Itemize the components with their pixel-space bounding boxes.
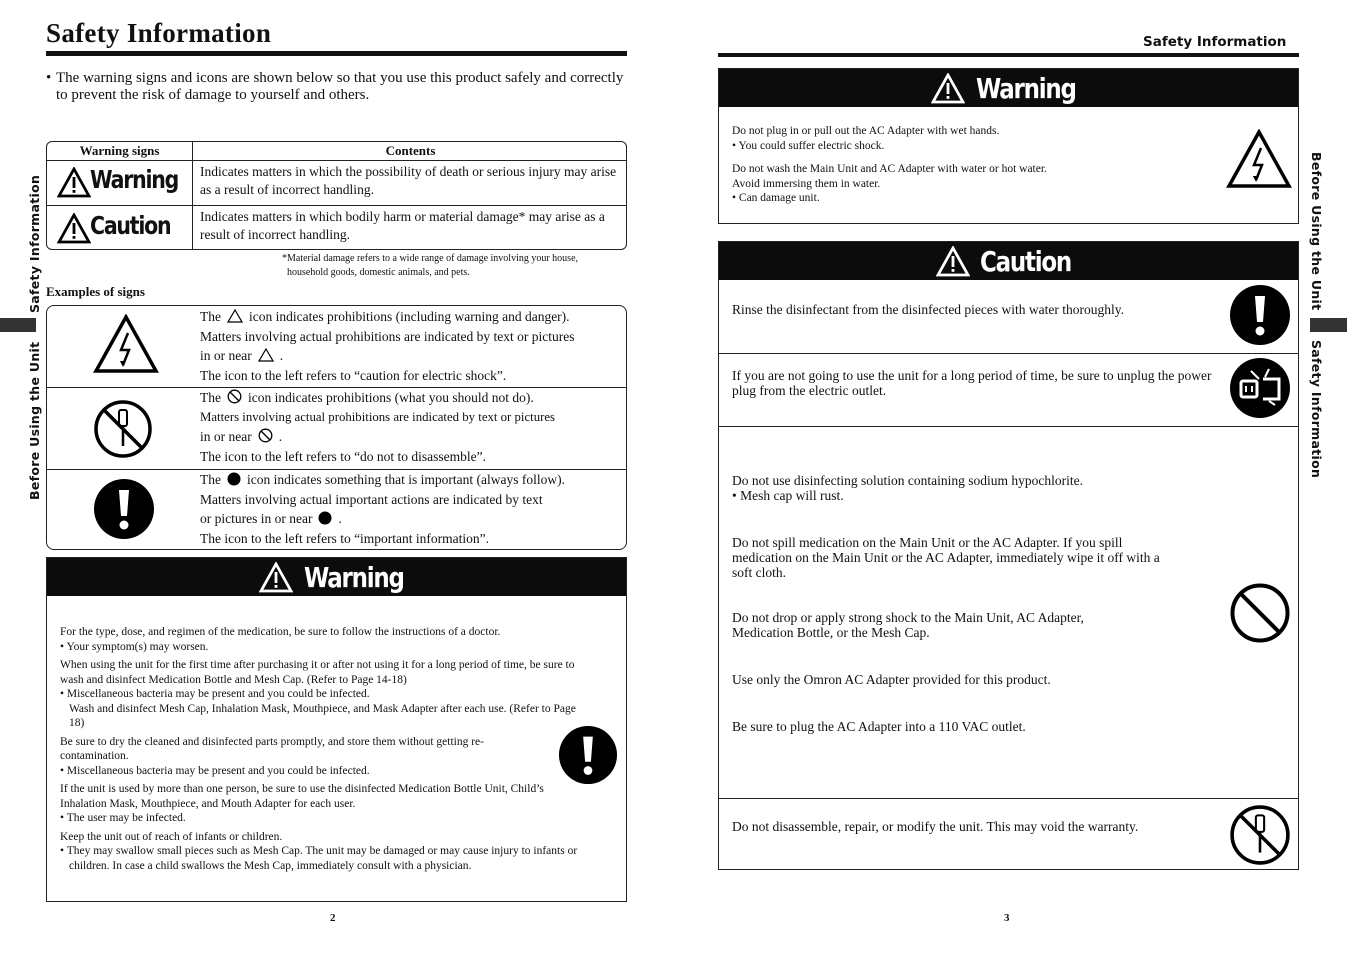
- warning-section: [718, 68, 1299, 224]
- warning-text: For the type, dose, and regimen of the medication, be sure to follow the instructions of a doctor.: [60, 626, 501, 638]
- unplug-icon: [1229, 357, 1291, 419]
- example-text: The: [200, 390, 221, 405]
- prohibition-icon: [1229, 582, 1291, 644]
- caution-sign-description: Indicates matters in which bodily harm or material damage* may arise as a result of incorrect handling.: [200, 209, 605, 242]
- warning-item: [732, 162, 1212, 206]
- warning-consequence: • Can damage unit.: [732, 192, 820, 204]
- warning-text: Keep the unit out of reach of infants or children.: [60, 830, 283, 843]
- warning-text: If the unit is used by more than one person, be sure to use the disinfected Medication Bottle Unit, Child’s Inhalation Mask, Mouthpiece, and Mouth Adapter for each user.: [60, 783, 544, 810]
- example-text: Matters involving actual prohibitions are indicated by text or pictures: [200, 328, 575, 344]
- caution-triangle-icon: [227, 309, 243, 323]
- example-description: [200, 307, 620, 385]
- caution-item: Be sure to plug the AC Adapter into a 110 VAC outlet.: [732, 719, 1026, 734]
- caution-item: Do not drop or apply strong shock to the Main Unit, AC Adapter, Medication Bottle, or the Mesh Cap.: [732, 610, 1084, 640]
- warning-banner: [719, 69, 1298, 107]
- example-text: .: [279, 348, 284, 363]
- caution-sign-label: [57, 211, 187, 247]
- mandatory-icon: [93, 478, 155, 540]
- example-description: [200, 470, 620, 548]
- mandatory-dot-icon: [318, 511, 332, 525]
- mandatory-icon: [558, 725, 618, 785]
- caution-item: If you are not going to use the unit for a long period of time, be sure to unplug the power plug from the electric outlet.: [732, 368, 1212, 398]
- footnote: [282, 252, 622, 280]
- warning-item: [60, 658, 590, 731]
- col-header-signs: Warning signs: [79, 143, 160, 158]
- warning-text: Wash and disinfect Mesh Cap, Inhalation Mask, Mouthpiece, and Mask Adapter after each use. (Refer to Page 18): [69, 702, 576, 729]
- footnote-line: household goods, domestic animals, and pets.: [287, 267, 470, 278]
- warning-section: [46, 557, 627, 902]
- example-text: in or near: [200, 348, 252, 363]
- example-text: or pictures in or near: [200, 511, 313, 526]
- caution-banner: [719, 242, 1298, 280]
- page-number: 2: [330, 912, 336, 924]
- warning-consequence: • The user may be infected.: [60, 812, 186, 824]
- warning-item: [60, 830, 590, 874]
- warning-item: [60, 735, 490, 779]
- warning-consequence: • Your symptom(s) may worsen.: [60, 640, 209, 653]
- caution-section: [718, 241, 1299, 870]
- page-number: 3: [1004, 912, 1010, 924]
- warning-triangle-icon: [259, 562, 293, 593]
- col-header-contents: Contents: [385, 143, 436, 158]
- example-text: icon indicates prohibitions (what you should not do).: [248, 390, 534, 405]
- warning-text: Do not plug in or pull out the AC Adapter with wet hands.: [732, 125, 1000, 137]
- caution-item: Use only the Omron AC Adapter provided for this product.: [732, 672, 1051, 687]
- do-not-disassemble-icon: [93, 399, 153, 459]
- example-text: .: [338, 511, 342, 526]
- intro-bullet: •: [46, 70, 52, 86]
- example-description: [200, 388, 620, 466]
- warning-consequence: • Miscellaneous bacteria may be present and you could be infected.: [60, 764, 370, 777]
- warning-banner: [47, 558, 626, 596]
- caution-label-text: Caution: [90, 211, 171, 240]
- section-divider: [719, 353, 1298, 354]
- side-tab-label: Safety Information: [27, 174, 42, 313]
- intro-text: [46, 70, 626, 104]
- warning-label-text: Warning: [90, 165, 179, 194]
- example-text: The icon to the left refers to “important information”.: [200, 530, 490, 546]
- warning-triangle-icon: [936, 246, 970, 277]
- warning-text: Be sure to dry the cleaned and disinfected parts promptly, and store them without getting re-contamination.: [60, 735, 484, 762]
- warning-item: [60, 625, 590, 654]
- warning-text: Do not wash the Main Unit and AC Adapter with water or hot water.: [732, 163, 1047, 175]
- example-text: icon indicates something that is important (always follow).: [247, 472, 565, 487]
- caution-item: Do not spill medication on the Main Unit or the AC Adapter. If you spill medication on the Main Unit or the AC Adapter, immediately wipe it off with a soft cloth.: [732, 535, 1160, 580]
- caution-text: Do not use disinfecting solution containing sodium hypochlorite.: [732, 473, 1083, 488]
- warning-list: [60, 625, 590, 877]
- example-text: The icon to the left refers to “do not to disassemble”.: [200, 448, 487, 464]
- electric-shock-icon: [93, 314, 159, 374]
- caution-item: Do not disassemble, repair, or modify the unit. This may void the warranty.: [732, 819, 1139, 834]
- section-divider: [719, 798, 1298, 799]
- warning-text: Avoid immersing them in water.: [732, 177, 881, 190]
- warning-sign-description: Indicates matters in which the possibility of death or serious injury may arise as a result of incorrect handling.: [200, 164, 617, 197]
- side-tab-label: Safety Information: [1309, 340, 1324, 479]
- examples-box: [46, 305, 627, 550]
- do-not-disassemble-icon: [1229, 804, 1291, 866]
- warning-triangle-icon: [931, 73, 965, 104]
- mandatory-dot-icon: [227, 472, 241, 486]
- page-title: Safety Information: [46, 18, 272, 48]
- section-divider: [719, 426, 1298, 427]
- warning-item: [732, 124, 1212, 153]
- warning-triangle-icon: [57, 213, 91, 244]
- page-header: Safety Information: [1143, 34, 1287, 50]
- caution-triangle-icon: [258, 348, 274, 362]
- examples-title: Examples of signs: [46, 284, 145, 299]
- warning-list: [732, 124, 1212, 215]
- caution-consequence: • Mesh cap will rust.: [732, 488, 844, 503]
- example-text: Matters involving actual important actions are indicated by text: [200, 491, 543, 507]
- example-text: The: [200, 309, 221, 324]
- side-tab-marker: [1310, 318, 1347, 332]
- caution-banner-label: Caution: [979, 244, 1072, 278]
- table-header: [47, 142, 626, 161]
- warning-signs-table: [46, 141, 627, 250]
- example-text: .: [278, 429, 283, 444]
- prohibition-icon: [258, 428, 273, 443]
- side-tab-marker: [0, 318, 36, 332]
- warning-triangle-icon: [57, 167, 91, 198]
- mandatory-icon: [1229, 284, 1291, 346]
- example-text: The: [200, 472, 221, 487]
- warning-banner-label: Warning: [975, 71, 1076, 105]
- warning-consequence: • They may swallow small pieces such as Mesh Cap. The unit may be damaged or may cause injury to infants or children. In case a child swallows the Mesh Cap, immediately consult with a physician.: [60, 845, 578, 872]
- intro-body: The warning signs and icons are shown below so that you use this product safely and correctly to prevent the risk of damage to yourself and others.: [56, 70, 624, 103]
- warning-item: [60, 782, 590, 826]
- warning-consequence: • You could suffer electric shock.: [732, 139, 885, 152]
- electric-shock-icon: [1225, 129, 1293, 189]
- caution-item: Rinse the disinfectant from the disinfected pieces with water thoroughly.: [732, 302, 1125, 317]
- side-tab-label: Before Using the Unit: [27, 341, 42, 500]
- example-text: in or near: [200, 429, 252, 444]
- example-text: icon indicates prohibitions (including warning and danger).: [249, 309, 570, 324]
- side-tab-label: Before Using the Unit: [1309, 152, 1324, 311]
- title-rule: [46, 51, 627, 56]
- warning-text: When using the unit for the first time after purchasing it or after not using it for a long period of time, be sure to wash and disinfect Medication Bottle and Mesh Cap. (Refer to Page 14-18): [60, 659, 575, 686]
- table-divider: [47, 205, 626, 206]
- header-rule: [718, 53, 1299, 57]
- example-text: Matters involving actual prohibitions are indicated by text or pictures: [200, 409, 556, 424]
- warning-consequence: • Miscellaneous bacteria may be present and you could be infected.: [60, 688, 370, 700]
- footnote-line: *Material damage refers to a wide range of damage involving your house,: [282, 253, 579, 264]
- warning-banner-label: Warning: [303, 560, 404, 594]
- prohibition-icon: [227, 389, 242, 404]
- warning-sign-label: [57, 165, 187, 201]
- example-text: The icon to the left refers to “caution for electric shock”.: [200, 367, 507, 383]
- table-divider: [192, 142, 193, 249]
- caution-item: [732, 473, 1212, 503]
